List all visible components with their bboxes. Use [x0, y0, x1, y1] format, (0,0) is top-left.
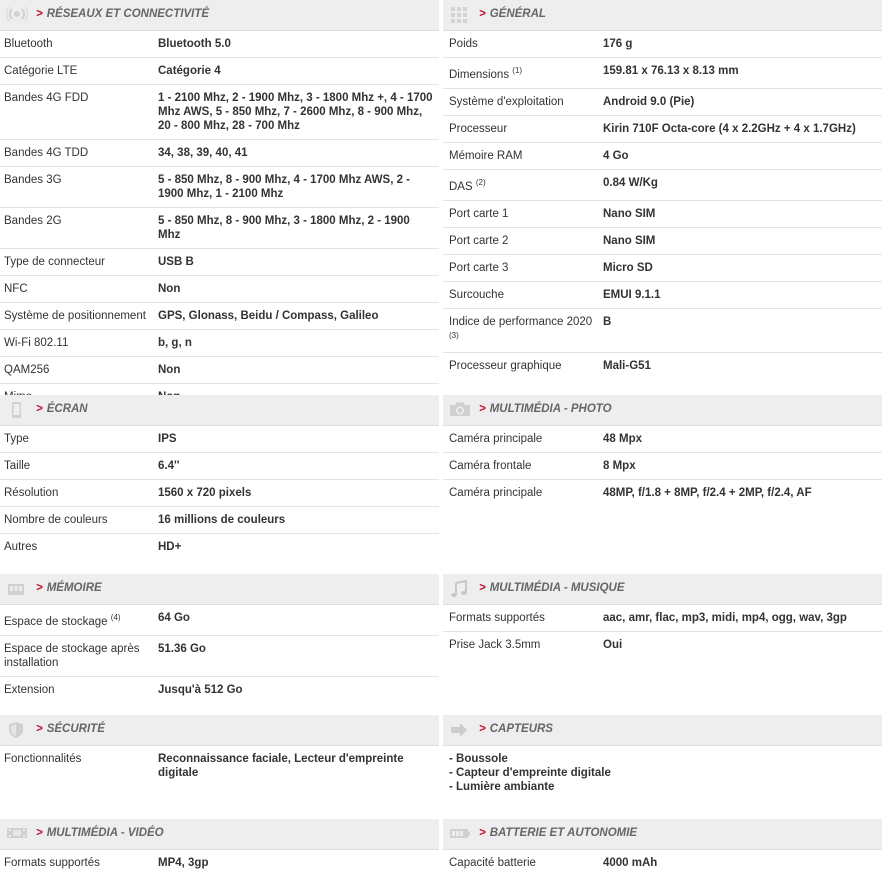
- spec-row: [443, 309, 882, 354]
- spec-row: [0, 426, 439, 453]
- spec-value: Mali-G51: [603, 360, 651, 373]
- section-title: > BATTERIE ET AUTONOMIE: [479, 827, 638, 839]
- section-title: > MÉMOIRE: [36, 582, 102, 594]
- spec-row: [0, 357, 439, 384]
- spec-value: 159.81 x 76.13 x 8.13 mm: [603, 65, 739, 77]
- spec-row: [0, 453, 439, 480]
- spec-label-text: Port carte 2: [449, 234, 509, 247]
- spec-row: [443, 228, 882, 255]
- spec-value: 1 - 2100 Mhz, 2 - 1900 Mhz, 3 - 1800 Mhz +, 4 - 1700 Mhz AWS, 5 - 850 Mhz, 7 - 2600 Mhz, 8 - 900 Mhz, 20 - 800 Mhz, 28 - 700 Mhz: [158, 92, 433, 132]
- phone-screen-icon: [6, 401, 26, 419]
- spec-row: [443, 480, 882, 506]
- spec-label: [449, 611, 603, 625]
- shield-icon: [6, 721, 26, 739]
- spec-label-text: Système d'exploitation: [449, 95, 564, 108]
- spec-value: 8 Mpx: [603, 460, 636, 472]
- sensor-list-row: [443, 746, 882, 800]
- spec-label: [449, 638, 603, 652]
- spec-label-text: Bluetooth: [4, 38, 53, 50]
- spec-row: [0, 677, 439, 703]
- battery-icon: [449, 825, 469, 843]
- spec-label-text: Indice de performance 2020: [449, 315, 593, 328]
- section-securite: [0, 715, 439, 786]
- section-title: > SÉCURITÉ: [36, 723, 105, 735]
- spec-value: B: [603, 315, 612, 328]
- spec-row: [0, 746, 439, 786]
- list-item: - Capteur d'empreinte digitale: [449, 767, 611, 779]
- spec-label: [449, 288, 603, 302]
- spec-label: [4, 540, 158, 554]
- spec-row: [0, 249, 439, 276]
- list-item: - Lumière ambiante: [449, 781, 555, 793]
- arrow-right-icon: [449, 721, 469, 739]
- spec-label-text: Résolution: [4, 487, 59, 499]
- spec-label: [4, 459, 158, 473]
- section-video: [0, 819, 439, 876]
- spec-value: 34, 38, 39, 40, 41: [158, 147, 248, 159]
- spec-value: Bluetooth 5.0: [158, 38, 231, 50]
- spec-value: HD+: [158, 541, 182, 553]
- spec-label-text: Type de connecteur: [4, 256, 106, 268]
- spec-row: [443, 143, 882, 170]
- section-general: [443, 0, 882, 379]
- spec-row: [0, 276, 439, 303]
- section-photo: [443, 395, 882, 506]
- spec-label-text: Fonctionnalités: [4, 753, 82, 765]
- spec-label-text: Caméra frontale: [449, 460, 532, 472]
- spec-label: [4, 752, 158, 780]
- spec-label-text: Prise Jack 3.5mm: [449, 639, 541, 651]
- spec-row: [0, 534, 439, 560]
- section-ecran: [0, 395, 439, 560]
- list-item: - Boussole: [449, 753, 508, 765]
- spec-label-text: Bandes 2G: [4, 215, 62, 227]
- spec-label: [4, 173, 158, 201]
- spec-label: [449, 64, 603, 82]
- spec-label: [449, 234, 603, 248]
- spec-row: [443, 58, 882, 89]
- spec-label-text: Port carte 3: [449, 261, 509, 274]
- spec-label: [4, 336, 158, 350]
- spec-label-text: Wi-Fi 802.11: [4, 337, 69, 349]
- spec-label: [449, 359, 603, 373]
- section-header: [443, 715, 882, 746]
- spec-value: Nano SIM: [603, 207, 656, 220]
- spec-row: [443, 116, 882, 143]
- spec-row: [0, 31, 439, 58]
- spec-row: [0, 303, 439, 330]
- spec-label: [4, 642, 158, 670]
- spec-value: USB B: [158, 256, 194, 268]
- section-reseaux: [0, 0, 439, 410]
- section-header: [0, 574, 439, 605]
- footnote-ref: (4): [110, 613, 121, 622]
- spec-row: [0, 85, 439, 140]
- spec-row: [0, 850, 439, 876]
- spec-value: Micro SD: [603, 261, 653, 274]
- spec-label: [4, 37, 158, 51]
- spec-label: [449, 315, 603, 347]
- spec-value: 1560 x 720 pixels: [158, 487, 252, 499]
- spec-row: [0, 636, 439, 677]
- section-header: [0, 715, 439, 746]
- spec-value: Catégorie 4: [158, 65, 221, 77]
- spec-label: [4, 432, 158, 446]
- spec-value: GPS, Glonass, Beidu / Compass, Galileo: [158, 310, 379, 322]
- spec-label-text: Extension: [4, 683, 55, 696]
- spec-label-text: NFC: [4, 283, 28, 295]
- spec-row: [443, 170, 882, 201]
- spec-label: [4, 513, 158, 527]
- footnote-ref: (2): [475, 177, 486, 187]
- spec-value: 16 millions de couleurs: [158, 514, 286, 526]
- section-title: > CAPTEURS: [479, 723, 553, 735]
- section-title: > MULTIMÉDIA - MUSIQUE: [479, 582, 625, 594]
- memory-icon: [6, 580, 26, 598]
- spec-row: [0, 208, 439, 249]
- section-memoire: [0, 574, 439, 703]
- spec-row: [0, 480, 439, 507]
- spec-label-text: Processeur: [449, 122, 508, 135]
- spec-label-text: Surcouche: [449, 288, 504, 301]
- spec-row: [443, 255, 882, 282]
- spec-row: [443, 201, 882, 228]
- spec-label: [4, 486, 158, 500]
- spec-label: [449, 459, 603, 473]
- spec-label: [449, 37, 603, 51]
- spec-value: 4000 mAh: [603, 857, 658, 869]
- spec-label: [449, 432, 603, 446]
- spec-label: [4, 683, 158, 697]
- section-title: > ÉCRAN: [36, 403, 88, 415]
- spec-row: [443, 282, 882, 309]
- spec-label-text: Espace de stockage après installation: [4, 642, 140, 669]
- spec-label: [4, 282, 158, 296]
- spec-label: [449, 95, 603, 109]
- section-header: [443, 395, 882, 426]
- spec-row: [443, 353, 882, 379]
- spec-value: IPS: [158, 433, 177, 445]
- spec-label: [4, 146, 158, 160]
- spec-label: [449, 176, 603, 194]
- spec-row: [443, 850, 882, 876]
- spec-row: [443, 453, 882, 480]
- spec-value: 0.84 W/Kg: [603, 176, 658, 189]
- spec-label-text: Formats supportés: [4, 857, 100, 869]
- spec-label: [4, 856, 158, 870]
- section-batterie: [443, 819, 882, 876]
- spec-row: [0, 167, 439, 208]
- spec-label-text: DAS: [449, 180, 473, 193]
- spec-label: [449, 149, 603, 163]
- spec-value: 64 Go: [158, 612, 190, 624]
- spec-label: [4, 214, 158, 242]
- spec-value: aac, amr, flac, mp3, midi, mp4, ogg, wav, 3gp: [603, 612, 847, 624]
- section-title: > RÉSEAUX ET CONNECTIVITÉ: [36, 8, 210, 20]
- spec-value: 48MP, f/1.8 + 8MP, f/2.4 + 2MP, f/2.4, AF: [603, 487, 812, 499]
- spec-label-text: Bandes 3G: [4, 174, 62, 186]
- footnote-ref: (3): [449, 330, 459, 340]
- music-note-icon: [449, 580, 469, 598]
- spec-value: b, g, n: [158, 337, 192, 349]
- spec-value: Oui: [603, 639, 623, 651]
- spec-row: [443, 426, 882, 453]
- section-header: [0, 395, 439, 426]
- spec-label-text: Dimensions: [449, 68, 510, 81]
- spec-label: [449, 856, 603, 870]
- footnote-ref: (1): [512, 66, 523, 75]
- spec-row: [443, 89, 882, 116]
- spec-value: Android 9.0 (Pie): [603, 95, 695, 108]
- spec-row: [0, 507, 439, 534]
- spec-label-text: Bandes 4G TDD: [4, 147, 89, 159]
- spec-label-text: Catégorie LTE: [4, 65, 78, 77]
- spec-label: [449, 486, 603, 500]
- spec-label: [4, 255, 158, 269]
- spec-label: [4, 309, 158, 323]
- spec-label: [4, 91, 158, 133]
- section-title: > MULTIMÉDIA - PHOTO: [479, 403, 612, 415]
- spec-label-text: Formats supportés: [449, 612, 545, 624]
- grid-icon: [449, 6, 469, 24]
- spec-value: EMUI 9.1.1: [603, 288, 661, 301]
- spec-label-text: Caméra principale: [449, 487, 543, 499]
- spec-label-text: Nombre de couleurs: [4, 514, 108, 526]
- spec-label-text: Port carte 1: [449, 207, 509, 220]
- spec-label-text: Capacité batterie: [449, 857, 536, 869]
- spec-label-text: QAM256: [4, 364, 50, 376]
- spec-row: [443, 632, 882, 658]
- spec-value: MP4, 3gp: [158, 857, 209, 869]
- section-title: > GÉNÉRAL: [479, 8, 546, 20]
- spec-label: [449, 122, 603, 136]
- spec-label-text: Type: [4, 433, 29, 445]
- spec-value: 5 - 850 Mhz, 8 - 900 Mhz, 3 - 1800 Mhz, 2 - 1900 Mhz: [158, 215, 410, 241]
- spec-row: [443, 31, 882, 58]
- section-capteurs: [443, 715, 882, 800]
- spec-label: [449, 207, 603, 221]
- spec-label: [4, 363, 158, 377]
- spec-label-text: Autres: [4, 541, 38, 553]
- section-header: [0, 819, 439, 850]
- section-title: > MULTIMÉDIA - VIDÉO: [36, 827, 164, 839]
- spec-label-text: Poids: [449, 38, 478, 50]
- spec-value: Reconnaissance faciale, Lecteur d'empreinte digitale: [158, 753, 404, 779]
- spec-value: 4 Go: [603, 149, 629, 162]
- spec-value: 51.36 Go: [158, 642, 206, 655]
- section-header: [0, 0, 439, 31]
- spec-label-text: Mémoire RAM: [449, 149, 523, 162]
- spec-value: Jusqu'à 512 Go: [158, 683, 243, 696]
- film-icon: [6, 825, 26, 843]
- spec-row: [443, 605, 882, 632]
- spec-label-text: Taille: [4, 460, 31, 472]
- spec-label-text: Système de positionnement: [4, 310, 146, 322]
- spec-row: [0, 605, 439, 636]
- spec-row: [0, 140, 439, 167]
- section-musique: [443, 574, 882, 658]
- spec-label-text: Espace de stockage: [4, 615, 108, 628]
- spec-value: Nano SIM: [603, 234, 656, 247]
- spec-value: Non: [158, 364, 181, 376]
- section-header: [443, 0, 882, 31]
- spec-value: 6.4'': [158, 460, 180, 472]
- signal-icon: [6, 6, 26, 24]
- spec-label: [449, 261, 603, 275]
- spec-value: 5 - 850 Mhz, 8 - 900 Mhz, 4 - 1700 Mhz AWS, 2 - 1900 Mhz, 1 - 2100 Mhz: [158, 174, 411, 200]
- spec-value: 48 Mpx: [603, 433, 642, 445]
- spec-value: Kirin 710F Octa-core (4 x 2.2GHz + 4 x 1.7GHz): [603, 122, 856, 135]
- spec-value: 176 g: [603, 38, 633, 50]
- section-header: [443, 819, 882, 850]
- spec-row: [0, 58, 439, 85]
- spec-label: [4, 611, 158, 629]
- camera-icon: [449, 401, 469, 419]
- spec-label: [4, 64, 158, 78]
- spec-value: Non: [158, 283, 181, 295]
- spec-label-text: Caméra principale: [449, 433, 543, 445]
- section-header: [443, 574, 882, 605]
- sensor-list: [449, 752, 882, 794]
- spec-label-text: Processeur graphique: [449, 360, 562, 373]
- spec-row: [0, 330, 439, 357]
- spec-label-text: Bandes 4G FDD: [4, 92, 89, 104]
